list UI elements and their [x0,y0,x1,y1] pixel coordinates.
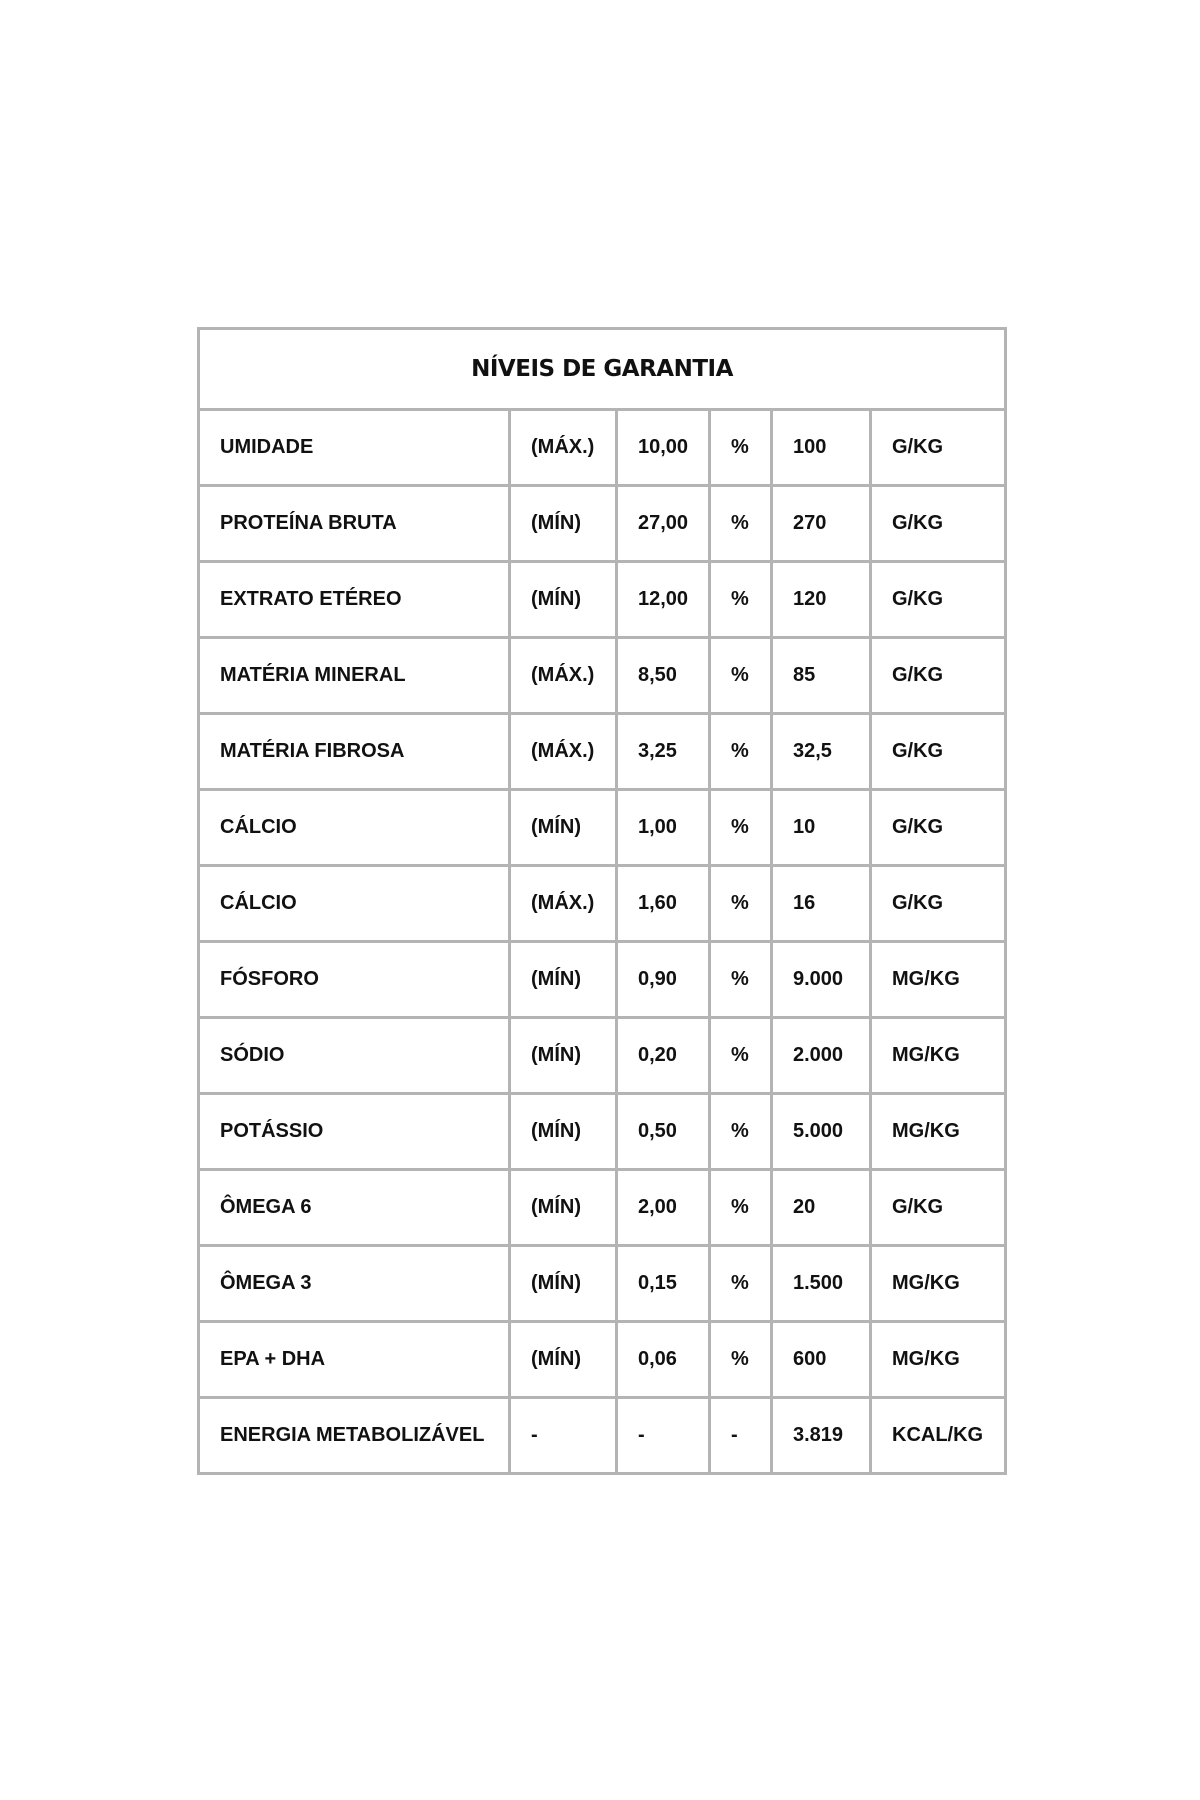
amount-cell: 85 [772,638,871,714]
percent-value-cell: 12,00 [617,562,710,638]
table-row [199,1018,1006,1094]
table-row [199,486,1006,562]
unit-cell: KCAL/KG [871,1398,1006,1474]
percent-value-cell: - [617,1398,710,1474]
unit-cell: MG/KG [871,942,1006,1018]
unit-cell: G/KG [871,790,1006,866]
unit-cell: G/KG [871,486,1006,562]
limit-cell: (MÍN) [510,1094,617,1170]
unit-cell: MG/KG [871,1246,1006,1322]
percent-value-cell: 8,50 [617,638,710,714]
nutrient-cell: CÁLCIO [199,866,510,942]
percent-value-cell: 0,15 [617,1246,710,1322]
nutrient-cell: ÔMEGA 6 [199,1170,510,1246]
limit-cell: (MÁX.) [510,638,617,714]
amount-cell: 32,5 [772,714,871,790]
amount-cell: 120 [772,562,871,638]
nutrient-cell: ÔMEGA 3 [199,1246,510,1322]
table-title: NÍVEIS DE GARANTIA [199,329,1006,410]
table-row [199,942,1006,1018]
unit-cell: G/KG [871,562,1006,638]
amount-cell: 600 [772,1322,871,1398]
limit-cell: (MÍN) [510,562,617,638]
table-row [199,562,1006,638]
table-row [199,866,1006,942]
percent-unit-cell: % [710,638,772,714]
unit-cell: G/KG [871,866,1006,942]
percent-value-cell: 10,00 [617,410,710,486]
limit-cell: (MÍN) [510,1322,617,1398]
percent-unit-cell: % [710,1246,772,1322]
nutrient-cell: POTÁSSIO [199,1094,510,1170]
nutrient-cell: ENERGIA METABOLIZÁVEL [199,1398,510,1474]
unit-cell: MG/KG [871,1322,1006,1398]
amount-cell: 16 [772,866,871,942]
nutrient-cell: CÁLCIO [199,790,510,866]
table-row [199,1094,1006,1170]
table-row [199,1246,1006,1322]
limit-cell: (MÍN) [510,1246,617,1322]
limit-cell: (MÍN) [510,1018,617,1094]
percent-unit-cell: % [710,790,772,866]
percent-value-cell: 3,25 [617,714,710,790]
limit-cell: (MÁX.) [510,410,617,486]
percent-value-cell: 2,00 [617,1170,710,1246]
table-row [199,790,1006,866]
percent-value-cell: 0,90 [617,942,710,1018]
unit-cell: MG/KG [871,1018,1006,1094]
limit-cell: (MÍN) [510,942,617,1018]
amount-cell: 20 [772,1170,871,1246]
table-row [199,410,1006,486]
limit-cell: (MÁX.) [510,866,617,942]
guarantee-levels-table [197,327,1007,1475]
percent-value-cell: 0,20 [617,1018,710,1094]
percent-unit-cell: % [710,1170,772,1246]
limit-cell: (MÁX.) [510,714,617,790]
limit-cell: (MÍN) [510,1170,617,1246]
percent-value-cell: 0,50 [617,1094,710,1170]
percent-unit-cell: % [710,942,772,1018]
amount-cell: 10 [772,790,871,866]
limit-cell: (MÍN) [510,486,617,562]
table-row [199,1398,1006,1474]
limit-cell: (MÍN) [510,790,617,866]
unit-cell: G/KG [871,410,1006,486]
table-row [199,1322,1006,1398]
percent-unit-cell: % [710,410,772,486]
amount-cell: 5.000 [772,1094,871,1170]
percent-unit-cell: % [710,714,772,790]
table-row [199,714,1006,790]
percent-unit-cell: % [710,1018,772,1094]
amount-cell: 3.819 [772,1398,871,1474]
unit-cell: G/KG [871,714,1006,790]
nutrient-cell: EPA + DHA [199,1322,510,1398]
percent-unit-cell: % [710,562,772,638]
percent-unit-cell: - [710,1398,772,1474]
nutrient-cell: SÓDIO [199,1018,510,1094]
percent-value-cell: 1,60 [617,866,710,942]
table-body [199,410,1006,1474]
amount-cell: 270 [772,486,871,562]
limit-cell: - [510,1398,617,1474]
unit-cell: G/KG [871,1170,1006,1246]
nutrient-cell: FÓSFORO [199,942,510,1018]
table-row [199,1170,1006,1246]
nutrient-cell: MATÉRIA FIBROSA [199,714,510,790]
table-title-row [199,329,1006,410]
unit-cell: G/KG [871,638,1006,714]
amount-cell: 1.500 [772,1246,871,1322]
percent-unit-cell: % [710,1322,772,1398]
unit-cell: MG/KG [871,1094,1006,1170]
percent-unit-cell: % [710,866,772,942]
percent-value-cell: 1,00 [617,790,710,866]
percent-unit-cell: % [710,486,772,562]
percent-value-cell: 0,06 [617,1322,710,1398]
nutrient-cell: EXTRATO ETÉREO [199,562,510,638]
amount-cell: 100 [772,410,871,486]
percent-value-cell: 27,00 [617,486,710,562]
nutrient-cell: MATÉRIA MINERAL [199,638,510,714]
nutrient-cell: PROTEÍNA BRUTA [199,486,510,562]
amount-cell: 2.000 [772,1018,871,1094]
nutrient-cell: UMIDADE [199,410,510,486]
percent-unit-cell: % [710,1094,772,1170]
amount-cell: 9.000 [772,942,871,1018]
table-row [199,638,1006,714]
